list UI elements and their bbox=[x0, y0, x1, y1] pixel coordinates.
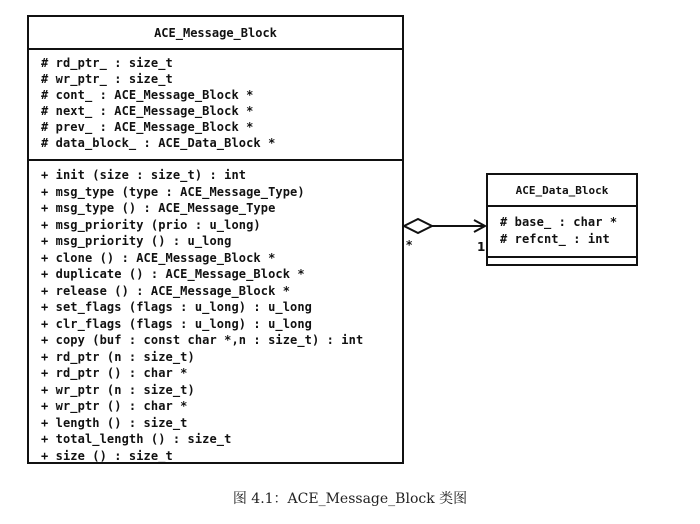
operation-length: + length () : size_t bbox=[41, 415, 188, 430]
aggregation-diamond-icon bbox=[404, 219, 432, 233]
operation-msg-priority-set: + msg_priority (prio : u_long) bbox=[41, 217, 261, 232]
operation-clone: + clone () : ACE_Message_Block * bbox=[41, 250, 276, 265]
operation-size: + size () : size_t bbox=[41, 448, 173, 463]
operation-rd-ptr-set: + rd_ptr (n : size_t) bbox=[41, 349, 195, 364]
attribute-next: # next_ : ACE_Message_Block * bbox=[41, 104, 254, 118]
attribute-cont: # cont_ : ACE_Message_Block * bbox=[41, 88, 254, 102]
attribute-wr-ptr: # wr_ptr_ : size_t bbox=[41, 72, 173, 86]
operation-msg-type-set: + msg_type (type : ACE_Message_Type) bbox=[41, 184, 305, 199]
attribute-prev: # prev_ : ACE_Message_Block * bbox=[41, 120, 254, 134]
operation-msg-type-get: + msg_type () : ACE_Message_Type bbox=[41, 201, 276, 215]
attribute-rd-ptr: # rd_ptr_ : size_t bbox=[41, 56, 173, 70]
operation-rd-ptr-get: + rd_ptr () : char * bbox=[41, 366, 188, 380]
operation-wr-ptr-get: + wr_ptr () : char * bbox=[41, 399, 188, 413]
attribute-data-block: # data_block_ : ACE_Data_Block * bbox=[41, 136, 276, 150]
figure-caption: 图 4.1：ACE_Message_Block 类图 bbox=[232, 491, 468, 507]
attribute-refcnt: # refcnt_ : int bbox=[500, 232, 610, 246]
operation-clr-flags: + clr_flags (flags : u_long) : u_long bbox=[41, 316, 313, 331]
operation-msg-priority-get: + msg_priority () : u_long bbox=[41, 234, 232, 248]
operation-set-flags: + set_flags (flags : u_long) : u_long bbox=[41, 300, 313, 314]
operation-init: + init (size : size_t) : int bbox=[41, 168, 247, 182]
source-multiplicity: * bbox=[406, 238, 413, 252]
operation-copy: + copy (buf : const char *,n : size_t) : int bbox=[41, 333, 364, 347]
operation-wr-ptr-set: + wr_ptr (n : size_t) bbox=[41, 382, 195, 397]
attribute-base: # base_ : char * bbox=[500, 215, 618, 229]
operation-release: + release () : ACE_Message_Block * bbox=[41, 283, 291, 298]
target-multiplicity: 1 bbox=[477, 240, 486, 254]
operation-duplicate: + duplicate () : ACE_Message_Block * bbox=[41, 267, 305, 281]
operation-total-length: + total_length () : size_t bbox=[41, 432, 232, 446]
ace-data-block-class-name: ACE_Data_Block bbox=[488, 175, 636, 207]
ace-message-block-class-name: ACE_Message_Block bbox=[29, 17, 402, 50]
